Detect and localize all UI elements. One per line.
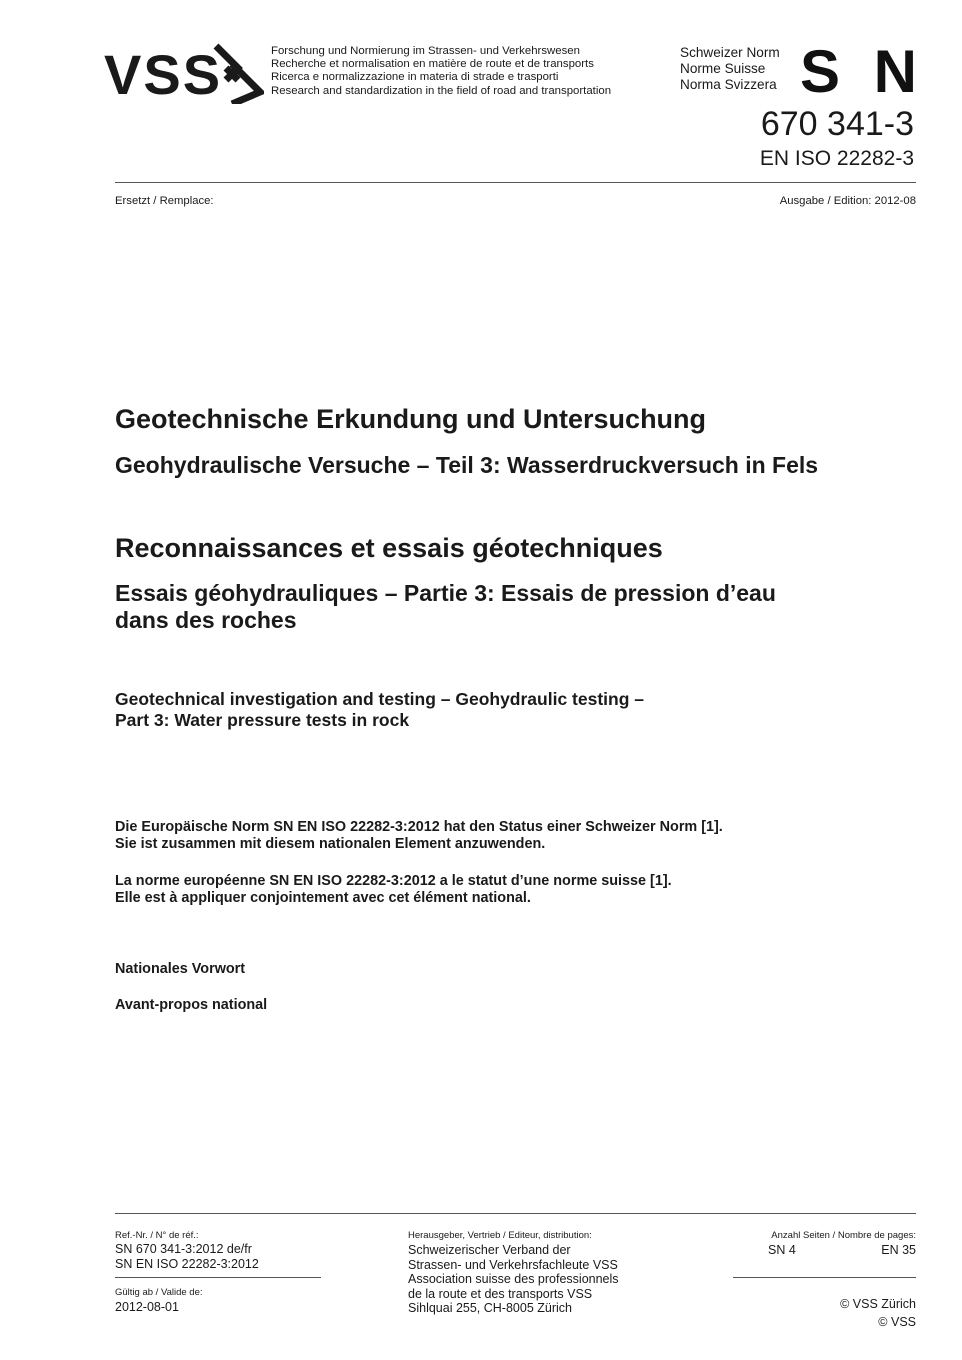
foreword-fr: Avant-propos national: [115, 997, 268, 1013]
status-de-1: Die Europäische Norm SN EN ISO 22282-3:2012 hat den Status einer Schweizer Norm [1].: [115, 819, 723, 835]
edition-label: Ausgabe / Edition: 2012-08: [779, 195, 916, 207]
norm-labels: [680, 45, 780, 93]
publisher-line: Schweizerischer Verband der: [408, 1243, 571, 1257]
iso-number: EN ISO 22282-3: [759, 147, 914, 170]
ref-line-1: SN 670 341-3:2012 de/fr: [115, 1242, 252, 1256]
valid-date: 2012-08-01: [115, 1300, 179, 1314]
document-number: 670 341-3: [760, 105, 914, 143]
status-de-2: Sie ist zusammen mit diesem nationalen Element anzuwenden.: [115, 836, 546, 852]
tagline-it: Ricerca e normalizzazione in materia di strade e trasporti: [271, 71, 559, 84]
ref-label: Ref.-Nr. / N° de réf.:: [115, 1230, 199, 1241]
pages-block: [768, 1229, 916, 1258]
pages-divider: [733, 1277, 916, 1278]
footer-divider: [115, 1213, 916, 1214]
norm-label-de: Schweizer Norm: [680, 45, 780, 60]
publisher-line: de la route et des transports VSS: [408, 1286, 593, 1301]
title-fr-sub-1: Essais géohydrauliques – Partie 3: Essais de pression d’eau: [115, 580, 776, 606]
status-fr-1: La norme européenne SN EN ISO 22282-3:2012 a le statut d’une norme suisse [1].: [115, 873, 672, 889]
publisher-line: Sihlquai 255, CH-8005 Zürich: [408, 1301, 572, 1315]
header-divider: [115, 182, 916, 183]
title-de-sub: Geohydraulische Versuche – Teil 3: Wasserdruckversuch in Fels: [115, 452, 819, 478]
sn-logo: [800, 46, 916, 101]
vss-logo: [104, 42, 264, 109]
norm-label-fr: Norme Suisse: [680, 61, 766, 76]
valid-label: Gültig ab / Valide de:: [115, 1287, 203, 1298]
tagline-de: Forschung und Normierung im Strassen- und Verkehrswesen: [271, 45, 580, 57]
sn-logo-text: SN: [800, 46, 914, 96]
replaces-label: Ersetzt / Remplace:: [115, 195, 214, 207]
pages-label: Anzahl Seiten / Nombre de pages:: [771, 1230, 916, 1241]
copyright-1: © VSS Zürich: [840, 1297, 916, 1311]
ref-divider: [115, 1277, 321, 1278]
pages-en: EN 35: [881, 1243, 916, 1257]
ref-line-2: SN EN ISO 22282-3:2012: [115, 1257, 259, 1271]
tagline-block: [271, 45, 611, 98]
title-en-2: Part 3: Water pressure tests in rock: [115, 710, 410, 730]
vss-logo-text: VSS: [104, 43, 223, 104]
vss-logo-mark: [104, 42, 264, 104]
publisher-line: Association suisse des professionnels: [408, 1272, 619, 1286]
title-fr-main: Reconnaissances et essais géotechniques: [115, 533, 663, 563]
title-fr-sub-2: dans des roches: [115, 607, 297, 633]
tagline-fr: Recherche et normalisation en matière de route et de transports: [271, 58, 594, 71]
tagline-en: Research and standardization in the field of road and transportation: [271, 84, 612, 97]
foreword-de: Nationales Vorwort: [115, 961, 246, 977]
sn-logo-mark: [800, 46, 916, 96]
publisher-label: Herausgeber, Vertrieb / Editeur, distribution:: [408, 1230, 592, 1241]
valid-block: [115, 1286, 203, 1315]
pages-sn: SN 4: [768, 1243, 796, 1257]
publisher-line: Strassen- und Verkehrsfachleute VSS: [408, 1257, 618, 1272]
status-fr-2: Elle est à appliquer conjointement avec cet élément national.: [115, 890, 531, 906]
title-de-main: Geotechnische Erkundung und Untersuchung: [115, 404, 707, 434]
publisher-block: [408, 1229, 619, 1316]
copyright-2: © VSS: [878, 1315, 916, 1329]
norm-label-it: Norma Svizzera: [680, 77, 777, 92]
title-en-1: Geotechnical investigation and testing – Geohydraulic testing –: [115, 689, 644, 709]
ref-block: [115, 1229, 259, 1272]
